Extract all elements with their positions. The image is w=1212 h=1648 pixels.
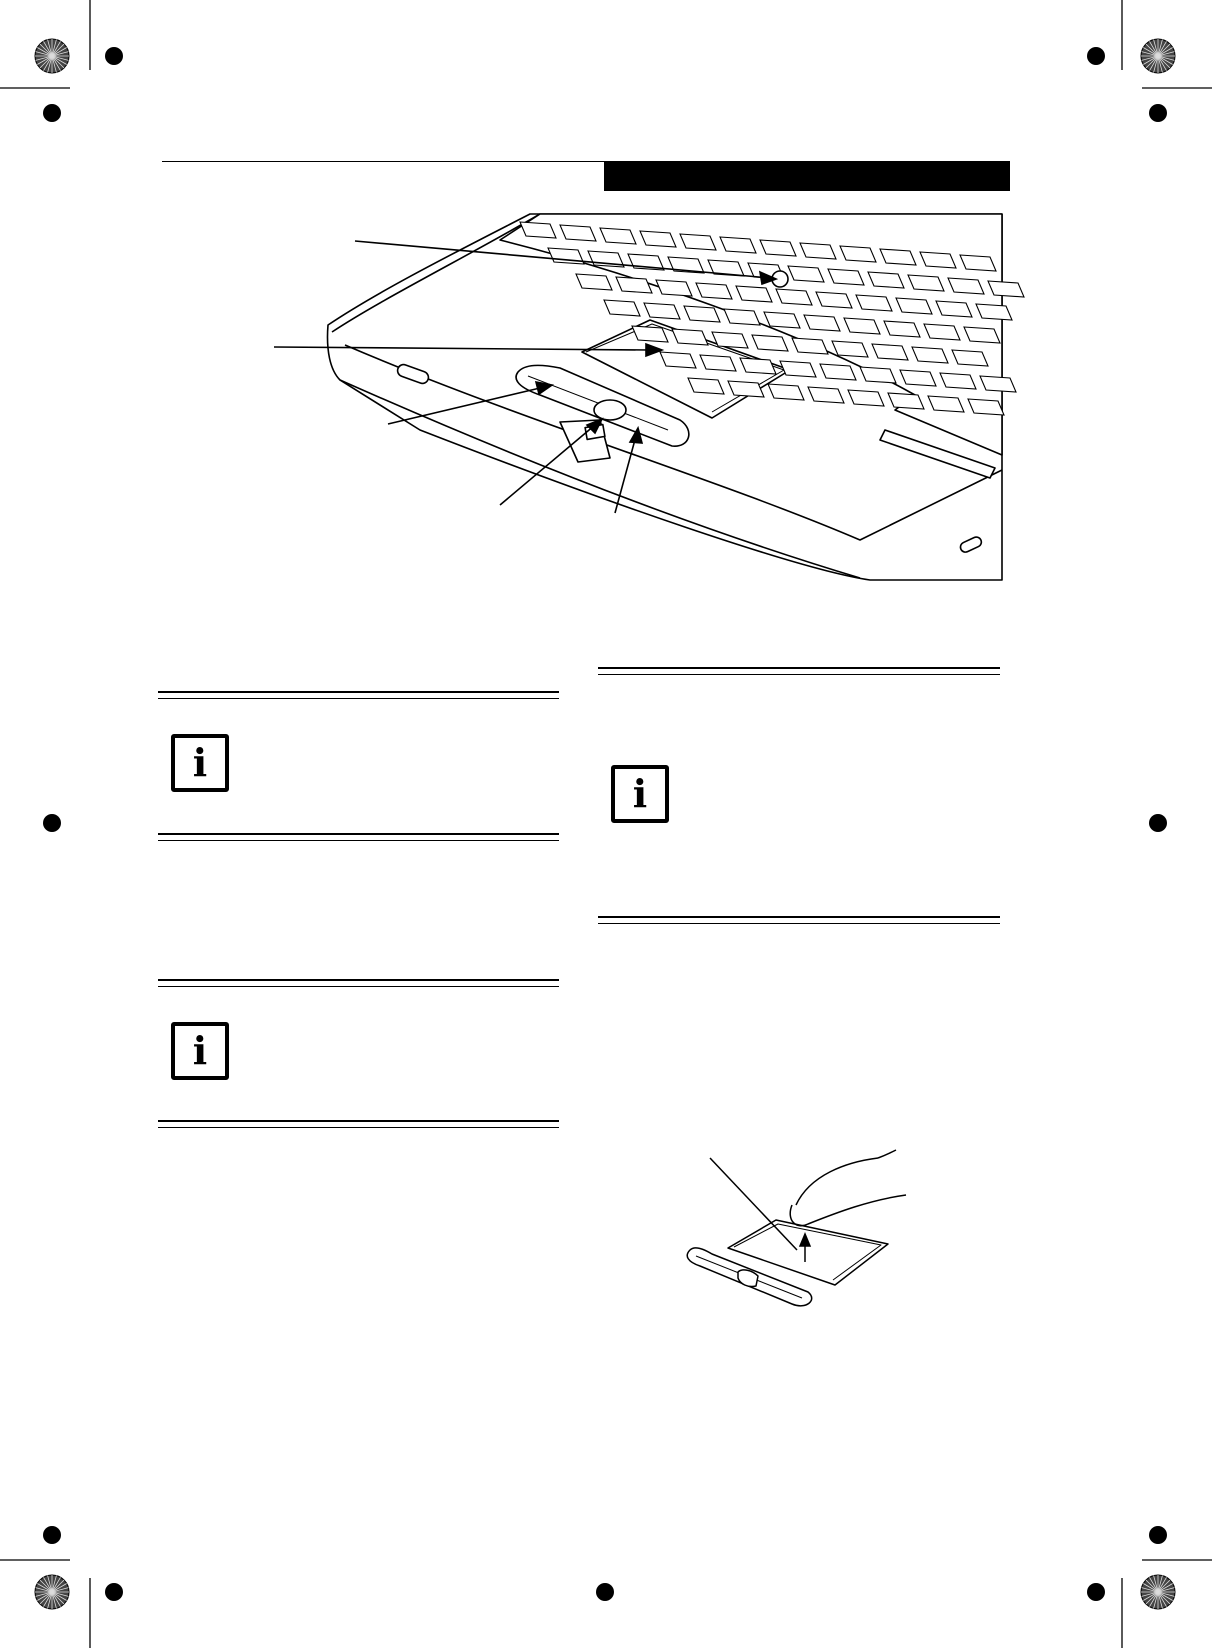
info-icon-glyph: i bbox=[192, 1028, 208, 1073]
info-icon-glyph: i bbox=[632, 771, 648, 816]
info-icon-glyph: i bbox=[192, 740, 208, 785]
